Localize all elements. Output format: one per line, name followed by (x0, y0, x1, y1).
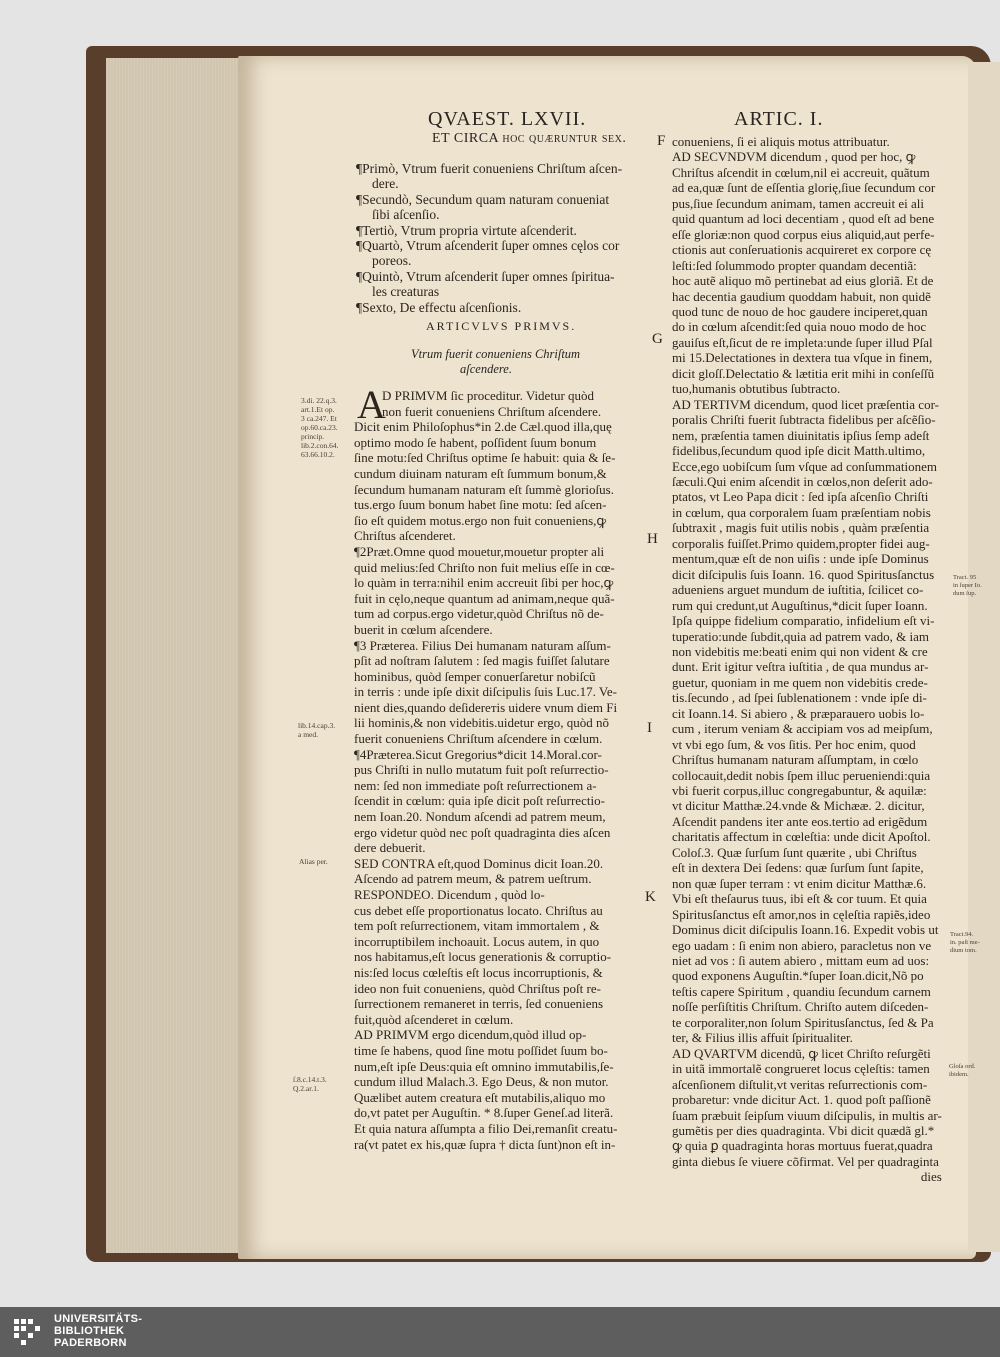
text-line: Chriſtus aſcenderet. (354, 528, 456, 544)
margin-note-right-3 (949, 1063, 975, 1079)
text-line: dies (920, 1169, 942, 1185)
article-question-line-1: Vtrum fuerit conueniens Chriſtum (411, 347, 581, 361)
text-line: Aſcendo ad patrem meum, & patrem ueſtrum. (354, 871, 592, 887)
text-line: nis:ſed locus cœleſtis eſt locus incorruptionis, & (354, 964, 603, 980)
text-line: dere debuerit. (354, 840, 426, 856)
text-line: tuperatio:unde ſubdit,quia ad patrem vado, & iam (672, 628, 930, 644)
text-line: ſuam præbuit ſeipſum viuum diſcipulis, in multis ar- (672, 1107, 942, 1123)
margin-note-left-2 (298, 721, 335, 739)
text-line: tis.ſecundo , ad ſpei ſublenationem : vnde ipſe di- (672, 690, 927, 706)
text-line: num,eſt ipſe Deus:quia eſt omnino immutabilis,ſe- (354, 1058, 614, 1074)
text-line: quid melius:ſed Chriſto non fuit melius eſſe in cœ- (354, 559, 615, 575)
text-line: eſt in dextera Dei ſedens: quæ ſurſum ſunt ſapite, (672, 860, 924, 876)
text-line: ¶2Præt.Omne quod mouetur,mouetur propter ali (354, 543, 605, 559)
text-line: ſcendit in cœlum: quia ipſe dicit poſt reſurrectio- (354, 793, 605, 809)
text-line: fuerit conueniens Chriſtum aſcendere in cœlum. (354, 731, 603, 747)
text-line: tus.ergo ſuum bonum habet ſine motu: ſed aſcen- (354, 497, 607, 513)
text-line: Chriſtus humanam naturam aſſumptam, in cœlo (672, 752, 919, 768)
article-question-line-2: aſcendere. (460, 362, 512, 376)
text-line: ra(vt patet ex his,quæ ſupra † dicta ſunt)non eſt in- (354, 1136, 616, 1152)
text-line: ter, & Filius illis affuit ſpiritualiter. (672, 1030, 853, 1046)
text-line: leſti:ſed ſolummodo propter quandam decentiã: (672, 257, 917, 273)
text-line: ideo non fuit conueniens, quòd Chriſtus poſt re- (354, 980, 601, 996)
text-line: ¶4Præterea.Sicut Gregorius*dicit 14.Moral.cor- (354, 746, 602, 762)
text-line: rum qui credunt,ut Auguſtinus,*dicit ſuper Ioann. (672, 597, 928, 613)
text-line: eſſe gloriæ:non quod corpus eius aliquid,aut perfe- (672, 226, 935, 242)
text-line: AD QVARTVM dicendũ, ꝙ licet Chriſto reſurgẽti (672, 1045, 931, 1061)
text-line: AD TERTIVM dicendum, quod licet præſentia cor- (672, 396, 939, 412)
questions-list (356, 161, 622, 315)
text-line: ꝙ quia ꝑ quadraginta horas mortuus fuerat,quadra (672, 1138, 933, 1154)
margin-note-line: lib.14.cap.3. (298, 721, 336, 730)
margin-note-line: in ſuper Io. (953, 582, 982, 589)
text-line: quod exponens Auguſtin.*ſuper Ioan.dicit,Nõ po (672, 968, 924, 984)
margin-note-line: 3 ca.247. Et (301, 414, 337, 423)
text-line: AD SECVNDVM dicendum , quod per hoc, ꝙ (672, 149, 916, 165)
margin-note-line: 3.di. 22.q.3. (301, 396, 337, 405)
text-line: nem Ioan.20. Nondum aſcendi ad patrem meum, (354, 809, 606, 825)
text-line: ego uadam : ſi enim non abiero, paraclеtus non ve (672, 937, 932, 953)
text-line: ad ea,quæ ſunt de eſſentia glorię,ſiue ſecundum cor (672, 180, 936, 196)
section-letter-I: I (647, 720, 652, 736)
margin-note-left-1 (301, 396, 339, 459)
margin-note-line: 63.66.10.2. (301, 450, 335, 459)
margin-note-line: ibidem. (949, 1071, 969, 1078)
running-head-article: ARTIC. I. (734, 108, 824, 130)
text-line: vbi fuerit corpus,illuc congregabuntur, & aquilæ: (672, 783, 927, 799)
library-name-line-2: BIBLIOTHEK (54, 1325, 125, 1337)
left-column-text (354, 388, 618, 1152)
question-line: ¶Quintò, Vtrum aſcenderit ſuper omnes ſpiritua- (356, 268, 615, 284)
text-line: pſit ad noſtram ſalutem : ſed magis fuiſſet ſalutare (354, 653, 610, 669)
text-line: cundum diuinam naturam eſt ſummum bonum,& (354, 465, 607, 481)
text-line: teſtis capere Spiritum , quandiu ſecundum carnem (672, 983, 931, 999)
running-head-question: QVAEST. LXVII. (428, 108, 587, 130)
text-line: non fuerit conueniens Chriſtum aſcendere. (382, 403, 602, 419)
text-line: aſcenſionem diſtulit,vt veritas reſurrectionis com- (672, 1076, 928, 1092)
page-edges (106, 58, 246, 1253)
text-line: pus Chriſti in nullo mutatum fuit poſt reſurrectio- (354, 762, 609, 778)
text-line: ergo videtur quòd nec poſt quadraginta dies aſcen (354, 824, 611, 840)
margin-note-line: princip. (301, 432, 325, 441)
text-line: hac decentia gaudium quoddam habuit, non quidẽ (672, 288, 931, 304)
text-line: ¶3 Præterea. Filius Dei humanam naturam aſſum- (354, 637, 611, 653)
question-line: ſibi aſcenſio. (372, 207, 440, 223)
text-line: Dominus dicit diſcipulis Ioann.16. Expedit vobis ut (672, 922, 939, 938)
text-line: lo quàm in terra:nihil enim accreuit ſibi per hoc,ꝙ (354, 575, 614, 591)
margin-note-line: dium tom. (950, 947, 977, 954)
question-line: ¶Tertiò, Vtrum propria virtute aſcenderit. (356, 222, 577, 238)
article-title: ARTICVLVS PRIMVS. (426, 319, 577, 333)
text-line: do in cœlum aſcendit:ſed quia nouo modo de hoc (672, 319, 927, 335)
question-line: les creaturas (372, 284, 440, 300)
text-line: nem, præſentia tamen diuinitatis ipſius ſemp adeſt (672, 427, 930, 443)
text-line: niet ad vos : ſi autem abiero , mittam eum ad uos: (672, 953, 930, 969)
text-line: ſæculi.Qui enim aſcendit in cœlos,non deſerit ado- (672, 473, 933, 489)
text-line: gauiſus eſt,ſicut de re impleta:unde ſuper illud Pſal (672, 334, 933, 350)
text-line: Ecce,ego uobiſcum ſum vſque ad conſummationem (672, 458, 937, 474)
margin-note-line: Q.2.ar.1. (293, 1084, 319, 1093)
text-line: Chriſtus aſcendit in cœlum,nil ei accreuit, quãtum (672, 164, 930, 180)
text-line: mi 15.Delectationes in dextera tua vſque in finem, (672, 350, 933, 366)
right-column-text (672, 134, 942, 1185)
text-line: Coloſ.3. Quæ ſurſum ſunt quærite , ubi Chriſtus (672, 844, 917, 860)
text-line: tem poſt reſurrectionem, vitam immortalem , & (354, 918, 600, 934)
margin-note-line: Tract. 95 (953, 574, 977, 581)
question-line: poreos. (372, 253, 412, 269)
text-line: gumẽtis per dies quadraginta. Vbi dicit quædã gl.* (672, 1123, 935, 1138)
library-name-line-1: UNIVERSITÄTS- (54, 1313, 143, 1325)
text-line: non videbitis me:beati enim qui non vident & cre (672, 643, 928, 659)
text-line: hoc autẽ aliquo mõ pertinebat ad eius gloriã. Et de (672, 273, 934, 289)
text-line: ſine motu:ſed Chriſtus optime ſe habuit: quia & ſe- (354, 450, 616, 466)
text-line: dicit gloſſ.Delectatio & lætitia erit mihi in conſeſſũ (672, 365, 935, 381)
text-line: Ipſa quippe fidelium comparatio, infidelium eſt vi- (672, 613, 935, 629)
margin-note-line: Alias per. (299, 857, 328, 866)
question-line: ¶Secundò, Secundum quam naturam conueniat (356, 191, 610, 207)
text-line: ſio eſt quidem motus.ergo non fuit conueniens,ꝙ (354, 512, 607, 528)
library-name-line-3: PADERBORN (54, 1337, 127, 1349)
text-line: charitatis affectum in cœleſtia: unde dicit Apoſtol. (672, 829, 931, 845)
text-line: Spiritusſanctus eſt amor,nos in cęleſtia rapiẽs,ideo (672, 906, 931, 922)
section-letter-K: K (645, 889, 656, 905)
text-line: noſſe perſiſtitis Chriſtum. Chriſto autem diſceden- (672, 999, 929, 1015)
text-line: do,vt patet per Auguſtin. * 8.ſuper Geneſ.ad literã. (354, 1105, 614, 1121)
text-line: in uitã immortalẽ congrueret locus cęleſtis: tamen (672, 1061, 930, 1077)
library-name (54, 1313, 142, 1349)
text-line: AD PRIMVM ergo dicendum,quòd illud op- (354, 1027, 587, 1043)
margin-note-line: ſ.8.c.14.t.3. (293, 1075, 327, 1084)
text-line: Quælibet autem creatura eſt mutabilis,aliquo mo (354, 1089, 606, 1105)
margin-note-line: op.60.ca.23. (301, 423, 338, 432)
text-line: quid quantum ad loci decentiam , quod eſt ad bene (672, 211, 935, 227)
text-line: ginta diebus ſe viuere cõfirmat. Vel per quadraginta (672, 1153, 939, 1169)
library-footer (0, 1307, 1000, 1357)
text-line: mentum,quæ eſt de non uiſis : unde ipſe Dominus (672, 551, 929, 567)
text-line: hominibus, quòd ſemper conuerſaretur nobiſcũ (354, 668, 596, 684)
margin-note-right-2 (950, 931, 980, 955)
text-line: probaretur: vnde dicitur Act. 1. quod poſt paſſionẽ (672, 1092, 931, 1108)
text-line: collocauit,dedit nobis ſpem illuc perueniendi:quia (672, 767, 931, 783)
margin-note-line: art.1.Et op. (301, 405, 335, 414)
text-line: nos habitamus,eſt locus generationis & corruptio- (354, 949, 612, 965)
text-line: conueniens, ſi ei aliquis motus attribuatur. (672, 134, 890, 149)
text-line: cus debet eſſe proportionatus locato. Chriſtus au (354, 902, 603, 918)
question-line: ¶Sexto, De effectu aſcenſionis. (356, 299, 522, 315)
text-line: vt vbi ego ſum, & vos ſitis. Per hoc enim, quod (672, 736, 916, 752)
text-line: cundum illud Malach.3. Ego Deus, & non mutor. (354, 1074, 609, 1090)
margin-note-right-1 (953, 574, 982, 598)
text-line: ſurrectionem remaneret in terris, ſed conueniens (354, 996, 604, 1012)
text-line: cum , iterum veniam & accipiam vos ad meipſum, (672, 721, 933, 737)
margin-note-left-4 (293, 1075, 327, 1093)
text-line: cit Ioann.14. Si abiero , & præparauero uobis lo- (672, 705, 925, 721)
text-line: Et quia natura aſſumpta a filio Dei,remanſit creatu- (354, 1120, 618, 1136)
margin-note-line: a med. (298, 730, 318, 739)
margin-note-left-3 (299, 857, 328, 866)
text-line: non quæ ſuper terram : vt enim dicitur Matthæ.6. (672, 875, 927, 891)
text-line: time ſe habens, quod ſine motu poſſidet ſuum bo- (354, 1042, 608, 1058)
text-line: vt dicitur Matthæ.24.vnde & Michææ. 2. dicitur, (672, 798, 925, 814)
text-line: fuit,quòd aſcenderet in cœlum. (354, 1011, 514, 1027)
section-letter-F: F (657, 133, 666, 149)
text-line: dicit diſcipulis ſuis Ioann. 16. quod Spiritusſanctus (672, 566, 935, 582)
text-line: guetur, quoniam in me quem non videbitis crede- (672, 674, 928, 690)
text-line: quod tunc de nouo de hoc gaudere inciperet,quan (672, 303, 928, 319)
text-line: incorruptibilem inchoauit. Locus autem, in quo (354, 933, 600, 949)
text-line: optimo modo ſe habent, poſſident ſuum bonum (354, 434, 597, 450)
text-line: Dicit enim Philoſophus*in 2.de Cæl.quod illa,quę (354, 419, 612, 435)
question-line: ¶Quartò, Vtrum aſcenderit ſuper omnes cęlos cor (356, 238, 620, 254)
text-line: nem: ſed non immediate poſt reſurrectionem a- (354, 777, 597, 793)
text-line: RESPONDEO. Dicendum , quòd lo- (354, 887, 545, 902)
text-line: in cœlum, qua corporalem ſuam præſentiam nobis (672, 504, 931, 520)
text-line: SED CONTRA eſt,quod Dominus dicit Ioan.20. (354, 855, 604, 871)
text-line: buerit in cœlum aſcendere. (354, 621, 493, 637)
margin-note-line: lib.2.con.64. (301, 441, 339, 450)
margin-note-line: Gloſa ord. (949, 1063, 976, 1070)
questions-intro: ET CIRCA hoc quæruntur ſex. (432, 131, 627, 146)
text-line: pus,ſiue ſecundum animam, tamen accreuit ei ali (672, 195, 924, 211)
text-line: lii hominis,& non videbitis.uidetur ergo, quòd nõ (354, 715, 610, 731)
question-line: ¶Primò, Vtrum fuerit conueniens Chriſtum aſcen- (356, 161, 623, 176)
question-line: dere. (372, 176, 399, 192)
text-line: D PRIMVM ſic proceditur. Videtur quòd (382, 388, 595, 403)
drop-capital: A (357, 382, 386, 427)
library-logo-icon (12, 1316, 46, 1348)
text-line: dunt. Erit igitur veſtra iuſtitia , de qua mundus ar- (672, 659, 929, 675)
text-line: adueniens arguet mundum de iuſtitia, ſcilicet co- (672, 582, 924, 598)
margin-note-line: Tract.94. (950, 931, 974, 938)
text-line: tum ad corpus.ergo videtur,quòd Chriſtus nõ de- (354, 606, 604, 622)
section-letter-G: G (652, 331, 663, 347)
text-line: Vbi eſt theſaurus tuus, ibi eſt & cor tuum. Et quia (672, 891, 927, 907)
text-line: ctionis aut conſeruationis acquireret ex corpore cę (672, 242, 932, 258)
text-line: ptatos, vt Leo Papa dicit : ſed ipſa aſcenſio Chriſti (672, 489, 929, 505)
text-line: in terris : unde ipſe dixit diſcipulis ſuis Luc.17. Ve- (354, 684, 617, 700)
text-line: tuo,humanis obtutibus ſubtracto. (672, 381, 841, 397)
section-letter-H: H (647, 531, 658, 547)
text-line: ſecundum humanam naturam eſt ſummè glorioſus. (354, 481, 614, 497)
margin-note-line: dum ſup. (953, 590, 977, 597)
margin-note-line: in. paſt me- (950, 939, 980, 946)
text-line: poralis Chriſti fuerit ſubtracta fidelibus per aſcẽſio- (672, 412, 936, 428)
text-line: corporalis fuiſſet.Primo quidem,propter fidei aug- (672, 535, 930, 551)
text-line: fidelibus,ſecundum quod ipſe dicit Matth.ultimo, (672, 443, 926, 459)
text-line: te corporaliter,non ſolum Spiritusſanctus, ſed & Pa (672, 1014, 934, 1030)
text-line: Aſcendit pandens iter ante eos.tertio ad erigẽdum (672, 813, 928, 829)
text-line: ſubtraxit , magis fuit utilis nobis , quàm præſentia (672, 520, 930, 536)
text-line: fuit in cęlo,neque quantum ad animam,neque quã- (354, 590, 615, 606)
text-line: nient dies,quando deſiderетis uidere vnum diem Fi (354, 699, 618, 715)
